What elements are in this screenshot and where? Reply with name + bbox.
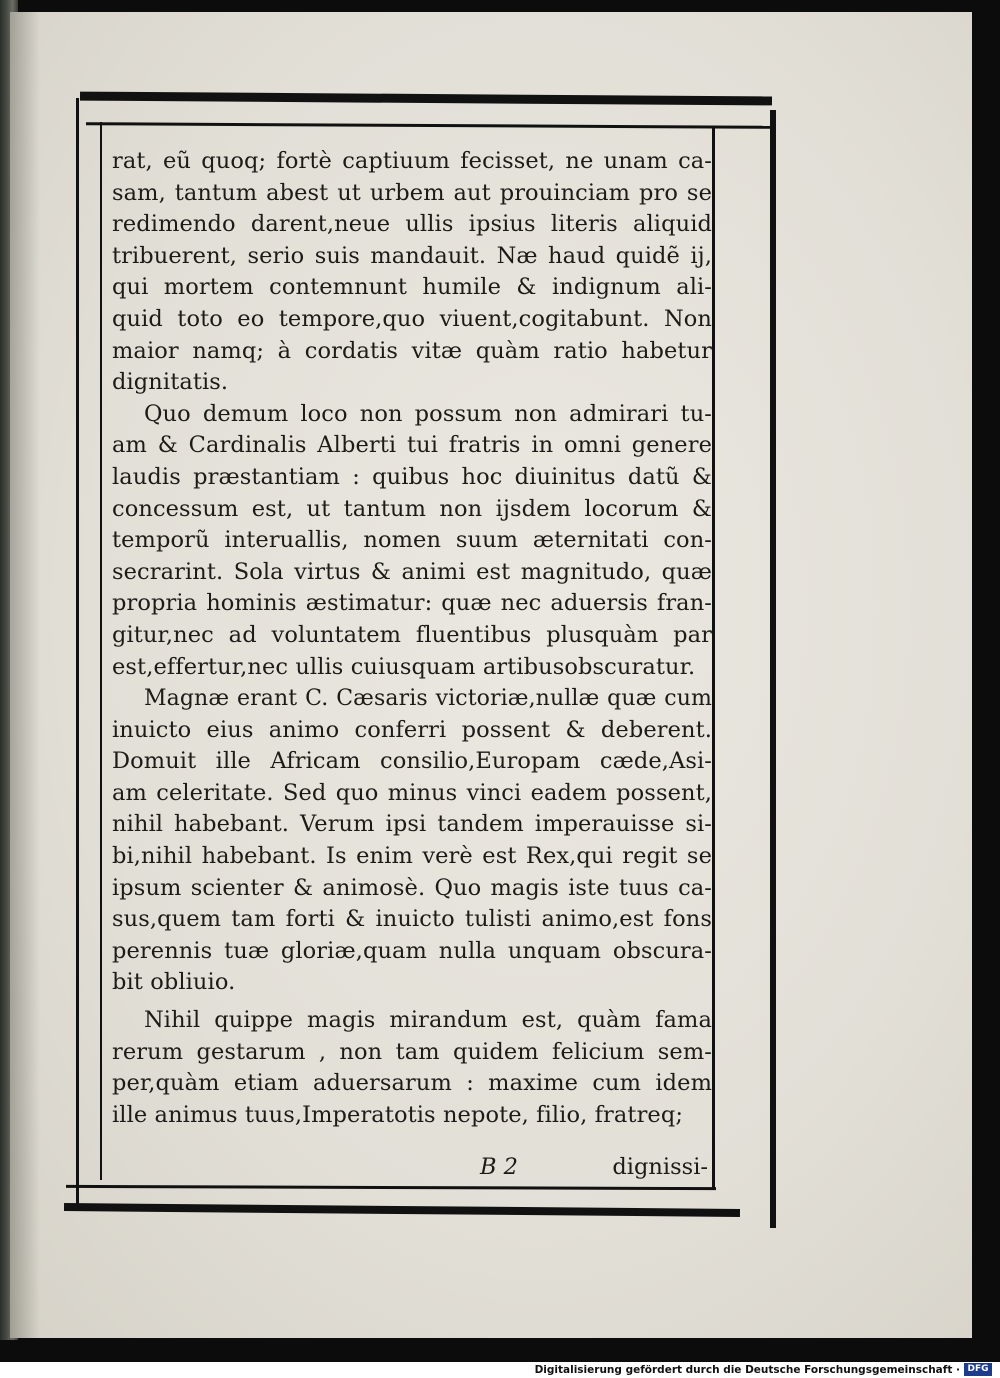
text-line: gitur,nec ad voluntatem fluentibus plusquàm par <box>112 621 712 648</box>
text-line: bi,nihil habebant. Is enim verè est Rex,qui regit se <box>112 843 712 870</box>
text-line: secrarint. Sola virtus & animi est magnitudo, quæ <box>112 558 712 585</box>
body-text <box>112 146 712 1131</box>
text-line: Quo demum loco non possum non admirari tu- <box>144 400 712 427</box>
text-line: Magnæ erant C. Cæsaris victoriæ,nullæ quæ cum <box>144 686 712 712</box>
text-line: inuicto eius animo conferri possent & deberent. <box>112 716 712 743</box>
frame-rule-left-inner <box>100 122 102 1180</box>
text-line: concessum est, ut tantum non ijsdem locorum & <box>112 495 712 522</box>
text-line: ille animus tuus,Imperatotis nepote, filio, fratreq; <box>112 1101 684 1128</box>
text-line: sus,quem tam forti & inuicto tulisti animo,est fons <box>112 906 712 933</box>
text-line: sam, tantum abest ut urbem aut prouinciam pro se <box>112 179 712 206</box>
funding-credit: Digitalisierung gefördert durch die Deutsche Forschungsgemeinschaft · <box>534 1364 960 1376</box>
text-line: nihil habebant. Verum ipsi tandem imperauisse si- <box>112 811 712 838</box>
text-line: maior namq; à cordatis vitæ quàm ratio habetur <box>112 337 712 364</box>
text-line: qui mortem contemnunt humile & indignum ali- <box>112 274 712 301</box>
text-line: redimendo darent,neue ullis ipsius literis aliquid <box>112 211 712 238</box>
text-line: dignitatis. <box>112 369 229 396</box>
frame-rule-left <box>76 98 79 1204</box>
text-line: laudis præstantiam : quibus hoc diuinitus datũ & <box>112 463 712 490</box>
text-line: am celeritate. Sed quo minus vinci eadem possent, <box>112 779 712 806</box>
frame-rule-right-inner <box>712 128 715 1190</box>
text-line: Domuit ille Africam consilio,Europam cæde,Asi- <box>112 748 712 775</box>
digitization-footer <box>0 1362 1000 1378</box>
text-line: quid toto eo tempore,quo viuent,cogitabunt. Non <box>112 305 712 332</box>
text-line: Nihil quippe magis mirandum est, quàm fama <box>144 1007 712 1034</box>
text-line: bit obliuio. <box>112 969 236 996</box>
text-line: temporũ interuallis, nomen suum æternitati con- <box>112 527 712 554</box>
text-line: rat, eũ quoq; fortè captiuum fecisset, ne unam ca- <box>112 148 712 174</box>
page-gutter-shadow <box>10 12 40 1338</box>
text-line: per,quàm etiam aduersarum : maxime cum idem <box>112 1070 712 1097</box>
text-line: tribuerent, serio suis mandauit. Næ haud quidẽ ij, <box>112 242 712 269</box>
text-line: am & Cardinalis Alberti tui fratris in omni genere <box>112 432 712 459</box>
catchword: dignissi- <box>612 1154 708 1180</box>
text-line: propria hominis æstimatur: quæ nec aduersis fran- <box>112 590 712 617</box>
signature-mark: B 2 <box>480 1154 519 1180</box>
frame-rule-right-outer <box>770 110 776 1228</box>
text-line: rerum gestarum , non tam quidem felicium sem- <box>112 1038 712 1065</box>
text-line: perennis tuæ gloriæ,quam nulla unquam obscura- <box>112 937 712 964</box>
text-line: est,effertur,nec ullis cuiusquam artibusobscuratur. <box>112 653 696 680</box>
dfg-logo: DFG <box>964 1363 992 1376</box>
text-line: ipsum scienter & animosè. Quo magis iste tuus ca- <box>112 874 712 901</box>
